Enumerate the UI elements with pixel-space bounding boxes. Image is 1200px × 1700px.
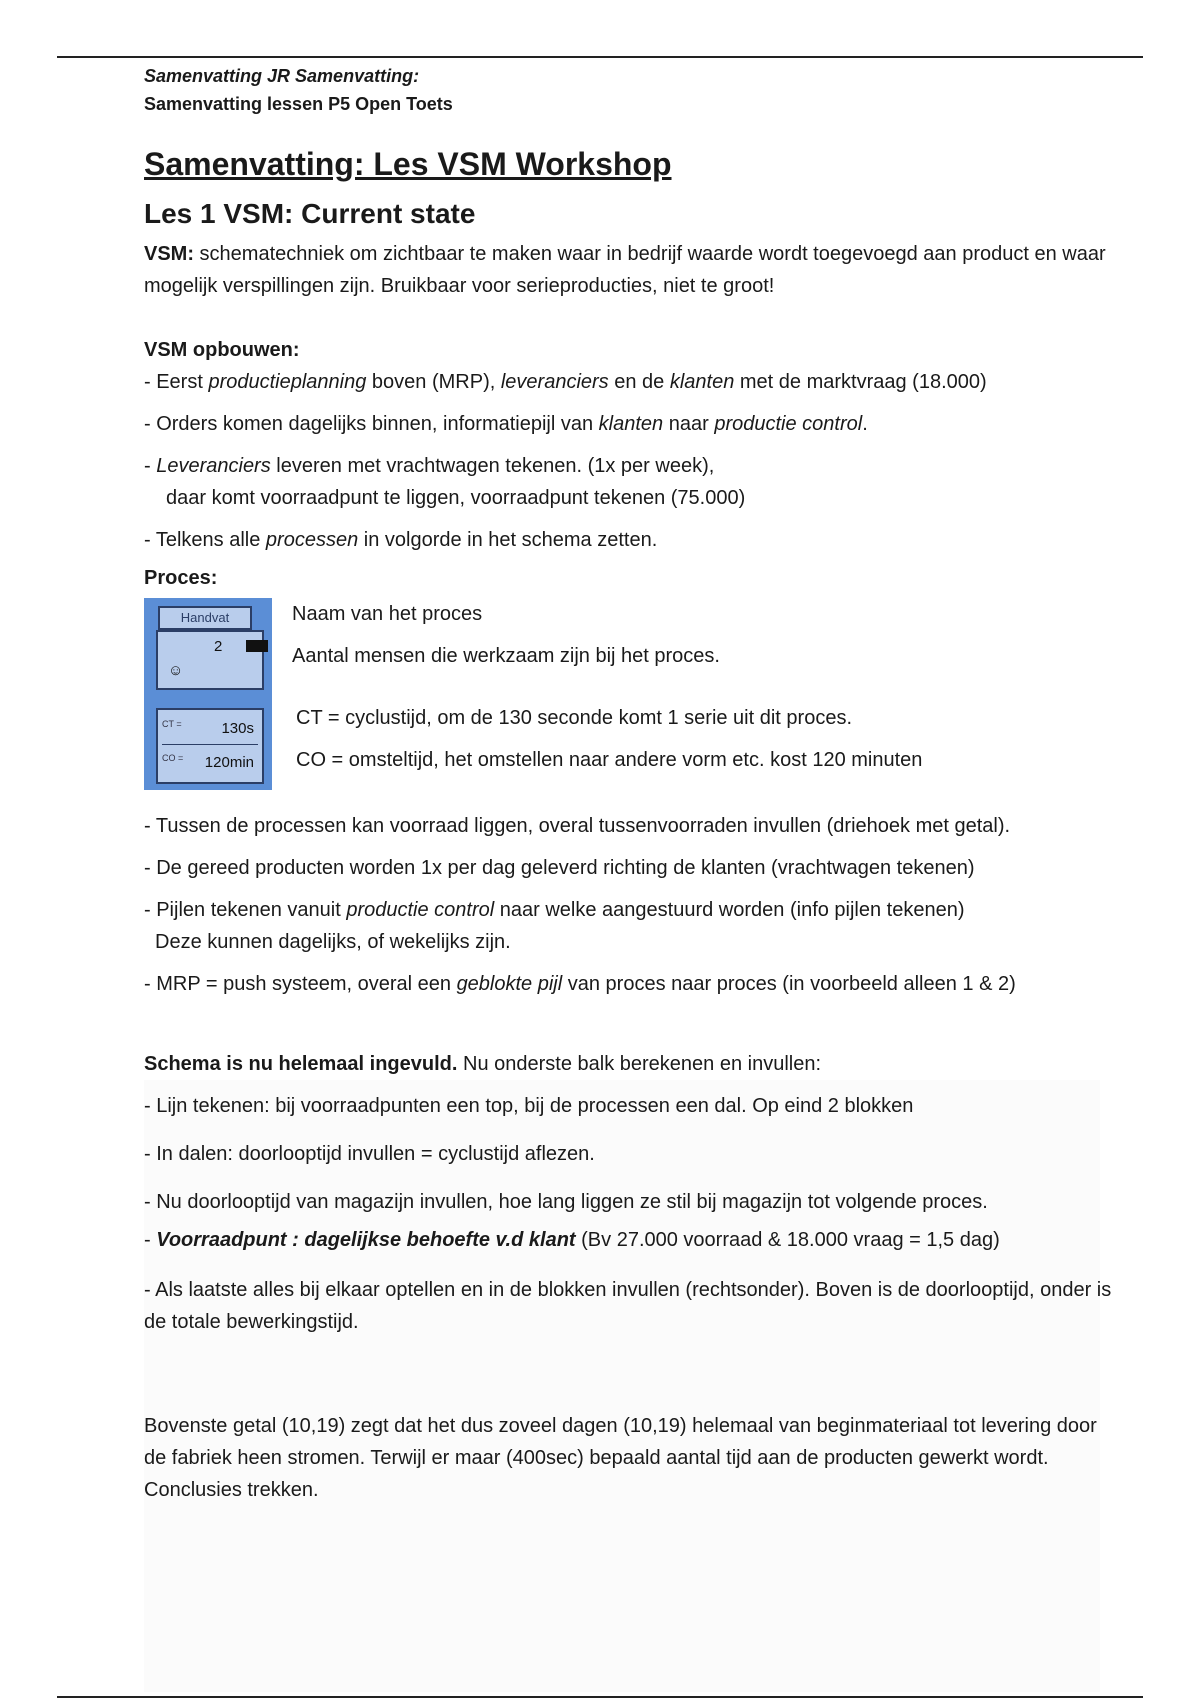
after-item-3	[144, 894, 1124, 926]
t: - Telkens alle	[144, 529, 266, 551]
opbouwen-item-4	[144, 524, 1124, 556]
after-item-4	[144, 968, 1124, 1000]
t: leveren met vrachtwagen tekenen. (1x per week),	[270, 455, 715, 477]
proces-heading-text: Proces:	[144, 567, 218, 589]
after-item-3-cont: Deze kunnen dagelijks, of wekelijks zijn.	[155, 931, 511, 953]
proces-ct: CT = cyclustijd, om de 130 seconde komt 1 serie uit dit proces.	[296, 707, 853, 729]
t: - MRP = push systeem, overal een	[144, 973, 457, 995]
schema-item-3: - Nu doorlooptijd van magazijn invullen, hoe lang liggen ze stil bij magazijn tot volgende proces.	[144, 1191, 988, 1213]
process-body-box	[156, 630, 264, 690]
t: geblokte pijl	[456, 973, 563, 995]
operator-bar-icon	[246, 640, 268, 652]
opbouwen-heading	[144, 334, 1124, 366]
document-page	[144, 62, 1124, 1506]
process-name-box: Handvat	[158, 606, 252, 630]
ct-key: CT =	[162, 719, 182, 729]
schema-laatste: - Als laatste alles bij elkaar optellen en in de blokken invullen (rechtsonder). Boven is de doorlooptijd, onder is de totale bewerkingstijd.	[144, 1279, 1112, 1333]
ct-value: 130s	[221, 720, 254, 737]
schema-bold: Schema is nu helemaal ingevuld.	[144, 1053, 458, 1075]
process-data-box	[156, 708, 264, 784]
t: - Orders komen dagelijks binnen, informatiepijl van	[144, 413, 599, 435]
schema-intro	[144, 1048, 1124, 1080]
opbouwen-item-1	[144, 366, 1124, 398]
schema-voorraadpunt	[144, 1224, 1124, 1256]
t: - Pijlen tekenen vanuit	[144, 899, 347, 921]
co-row	[162, 748, 258, 778]
t: Leveranciers	[156, 455, 271, 477]
t: - Eerst	[144, 371, 209, 393]
t: leveranciers	[500, 371, 609, 393]
operator-icon: ☺	[168, 662, 184, 679]
co-value: 120min	[204, 754, 254, 771]
opbouwen-item-3	[144, 450, 1124, 482]
t: productie control	[346, 899, 495, 921]
voorraad-text: (Bv 27.000 voorraad & 18.000 vraag = 1,5 dag)	[575, 1229, 1000, 1251]
after-item-1: - Tussen de processen kan voorraad liggen, overal tussenvoorraden invullen (driehoek met getal).	[144, 815, 1011, 837]
schema-item-1: - Lijn tekenen: bij voorraadpunten een top, bij de processen een dal. Op eind 2 blokken	[144, 1095, 914, 1117]
header-line-2: Samenvatting lessen P5 Open Toets	[144, 94, 453, 114]
people-count: 2	[214, 638, 223, 655]
t: klanten	[669, 371, 735, 393]
schema-item-2: - In dalen: doorlooptijd invullen = cyclustijd aflezen.	[144, 1143, 595, 1165]
document-title: Samenvatting: Les VSM Workshop	[144, 146, 672, 182]
intro-term: VSM:	[144, 243, 194, 265]
t: van proces naar proces (in voorbeeld alleen 1 & 2)	[562, 973, 1016, 995]
process-box-diagram	[144, 598, 272, 790]
proces-section	[144, 598, 1124, 794]
t: processen	[265, 529, 359, 551]
section-heading: Les 1 VSM: Current state	[144, 198, 476, 229]
opbouwen-item-2	[144, 408, 1124, 440]
t: naar welke aangestuurd worden (info pijlen tekenen)	[494, 899, 965, 921]
bottom-rule	[57, 1696, 1143, 1698]
t: boven (MRP),	[366, 371, 501, 393]
after-item-2: - De gereed producten worden 1x per dag geleverd richting de klanten (vrachtwagen tekenen)	[144, 857, 975, 879]
opbouwen-heading-text: VSM opbouwen:	[144, 339, 300, 361]
t: productie control	[714, 413, 863, 435]
t: productieplanning	[208, 371, 367, 393]
top-rule	[57, 56, 1143, 58]
proces-naam: Naam van het proces	[292, 603, 483, 625]
ct-row	[162, 714, 258, 745]
t: met de marktvraag (18.000)	[734, 371, 987, 393]
proces-co: CO = omsteltijd, het omstellen naar andere vorm etc. kost 120 minuten	[296, 749, 923, 771]
opbouwen-item-3-cont: daar komt voorraadpunt te liggen, voorraadpunt tekenen (75.000)	[166, 487, 746, 509]
proces-aantal: Aantal mensen die werkzaam zijn bij het proces.	[292, 645, 720, 667]
voorraad-bold: Voorraadpunt : dagelijkse behoefte v.d klant	[156, 1229, 576, 1251]
intro-text: schematechniek om zichtbaar te maken waar in bedrijf waarde wordt toegevoegd aan product en waar mogelijk verspillingen zijn. Bruikbaar voor serieproducties, niet te groot!	[144, 243, 1106, 297]
t: .	[862, 413, 868, 435]
conclusie-paragraph: Bovenste getal (10,19) zegt dat het dus zoveel dagen (10,19) helemaal van beginmateriaal tot levering door de fabriek heen stromen. Terwijl er maar (400sec) bepaald aantal tijd aan de producten gewerkt wordt. Conclusies trekken.	[144, 1415, 1097, 1501]
schema-text: Nu onderste balk berekenen en invullen:	[457, 1053, 822, 1075]
t: en de	[608, 371, 670, 393]
t: in volgorde in het schema zetten.	[358, 529, 658, 551]
proces-heading	[144, 562, 1124, 594]
t: -	[144, 455, 157, 477]
t: naar	[663, 413, 715, 435]
header-line-1: Samenvatting JR Samenvatting:	[144, 66, 420, 86]
intro-paragraph	[144, 238, 1124, 302]
t: klanten	[598, 413, 664, 435]
co-key: CO =	[162, 753, 184, 763]
t: -	[144, 1229, 157, 1251]
